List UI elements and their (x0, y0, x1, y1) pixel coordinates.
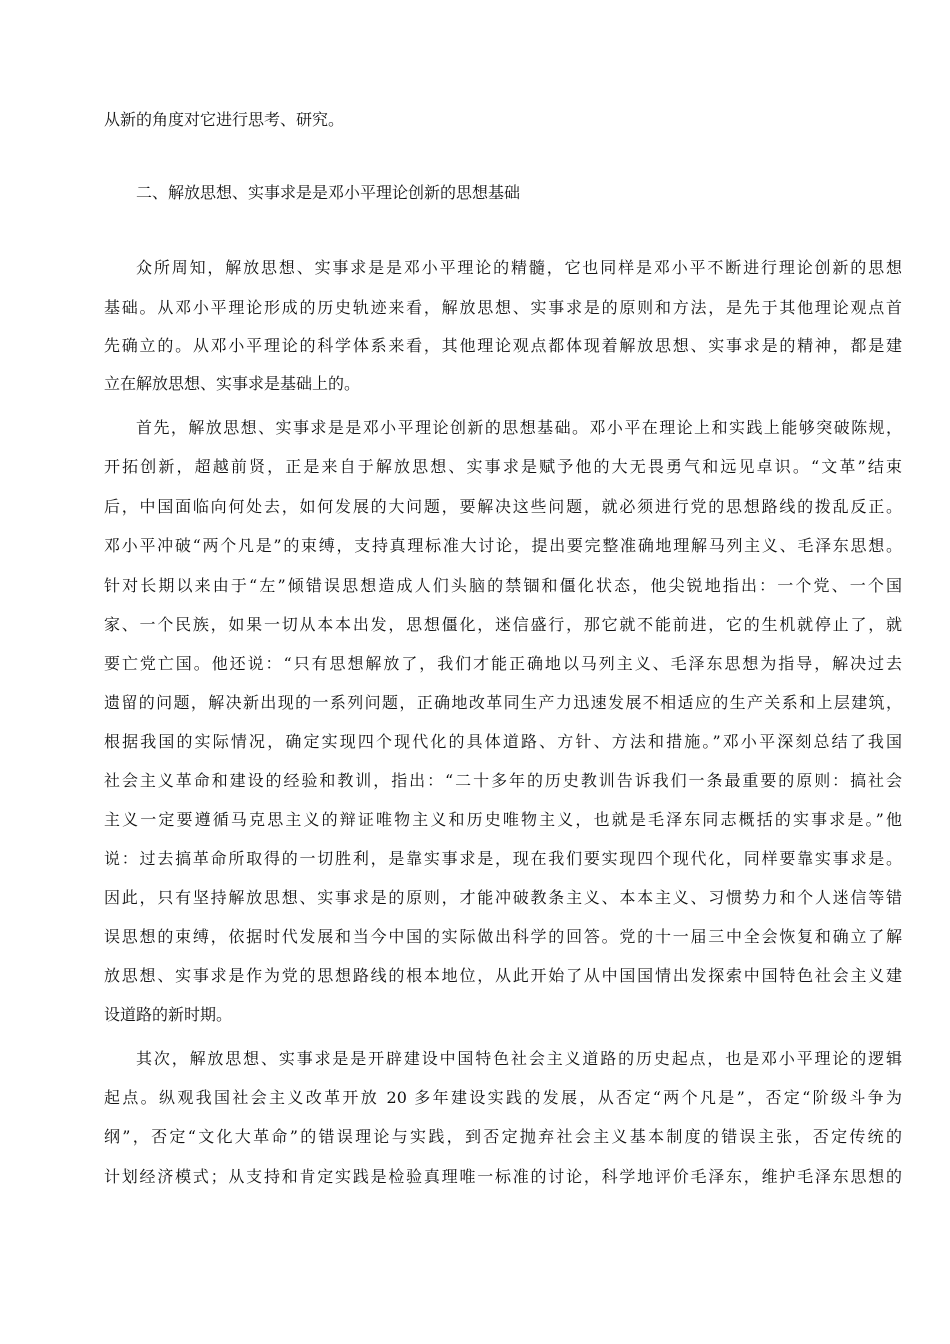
text-line: 因此，只有坚持解放思想、实事求是的原则，才能冲破教条主义、本本主义、习惯势力和个人迷信等错 (104, 888, 902, 907)
text-line: 计划经济模式；从支持和肯定实践是检验真理唯一标准的讨论，科学地评价毛泽东，维护毛泽东思想的 (104, 1167, 902, 1186)
text-line: 主义一定要遵循马克思主义的辩证唯物主义和历史唯物主义，也就是毛泽东同志概括的实事求是。”他 (104, 810, 902, 829)
text-line: 纲”，否定“文化大革命”的错误理论与实践，到否定抛弃社会主义基本制度的错误主张，否定传统的 (104, 1127, 902, 1146)
text-line: 其次，解放思想、实事求是是开辟建设中国特色社会主义道路的历史起点，也是邓小平理论的逻辑 (136, 1049, 902, 1068)
text-line: 遗留的问题，解决新出现的一系列问题，正确地改革同生产力迅速发展不相适应的生产关系和上层建筑， (104, 693, 902, 712)
text-line: 众所周知，解放思想、实事求是是邓小平理论的精髓，它也同样是邓小平不断进行理论创新的思想 (136, 258, 902, 277)
text-line: 说：过去搞革命所取得的一切胜利，是靠实事求是，现在我们要实现四个现代化，同样要靠实事求是。 (104, 849, 902, 868)
text-line: 立在解放思想、实事求是基础上的。 (104, 374, 361, 393)
text-line: 基础。从邓小平理论形成的历史轨迹来看，解放思想、实事求是的原则和方法，是先于其他理论观点首 (104, 298, 902, 317)
text-line: 社会主义革命和建设的经验和教训，指出：“二十多年的历史教训告诉我们一条最重要的原则：搞社会 (104, 771, 902, 790)
text-line: 根据我国的实际情况，确定实现四个现代化的具体道路、方针、方法和措施。”邓小平深刻总结了我国 (104, 732, 902, 751)
text-line: 先确立的。从邓小平理论的科学体系来看，其他理论观点都体现着解放思想、实事求是的精神，都是建 (104, 336, 902, 355)
text-line: 从新的角度对它进行思考、研究。 (104, 110, 345, 129)
text-line: 设道路的新时期。 (104, 1005, 233, 1024)
text-line: 开拓创新，超越前贤，正是来自于解放思想、实事求是赋予他的大无畏勇气和远见卓识。“文革”结束 (104, 457, 902, 476)
text-line: 起点。纵观我国社会主义改革开放 20 多年建设实践的发展，从否定“两个凡是”，否定“阶级斗争为 (104, 1088, 902, 1107)
text-line: 家、一个民族，如果一切从本本出发，思想僵化，迷信盛行，那它就不能前进，它的生机就停止了，就 (104, 615, 902, 634)
text-line: 误思想的束缚，依据时代发展和当今中国的实际做出科学的回答。党的十一届三中全会恢复和确立了解 (104, 927, 902, 946)
text-line: 放思想、实事求是作为党的思想路线的根本地位，从此开始了从中国国情出发探索中国特色社会主义建 (104, 966, 902, 985)
text-line: 后，中国面临向何处去，如何发展的大问题，要解决这些问题，就必须进行党的思想路线的拨乱反正。 (104, 497, 902, 516)
text-line: 首先，解放思想、实事求是是邓小平理论创新的思想基础。邓小平在理论上和实践上能够突破陈规， (136, 418, 902, 437)
text-line: 要亡党亡国。他还说：“只有思想解放了，我们才能正确地以马列主义、毛泽东思想为指导，解决过去 (104, 654, 902, 673)
text-line: 邓小平冲破“两个凡是”的束缚，支持真理标准大讨论，提出要完整准确地理解马列主义、毛泽东思想。 (104, 536, 902, 555)
text-line: 针对长期以来由于“左”倾错误思想造成人们头脑的禁锢和僵化状态，他尖锐地指出：一个党、一个国 (104, 576, 902, 595)
text-line: 二、解放思想、实事求是是邓小平理论创新的思想基础 (136, 183, 521, 202)
